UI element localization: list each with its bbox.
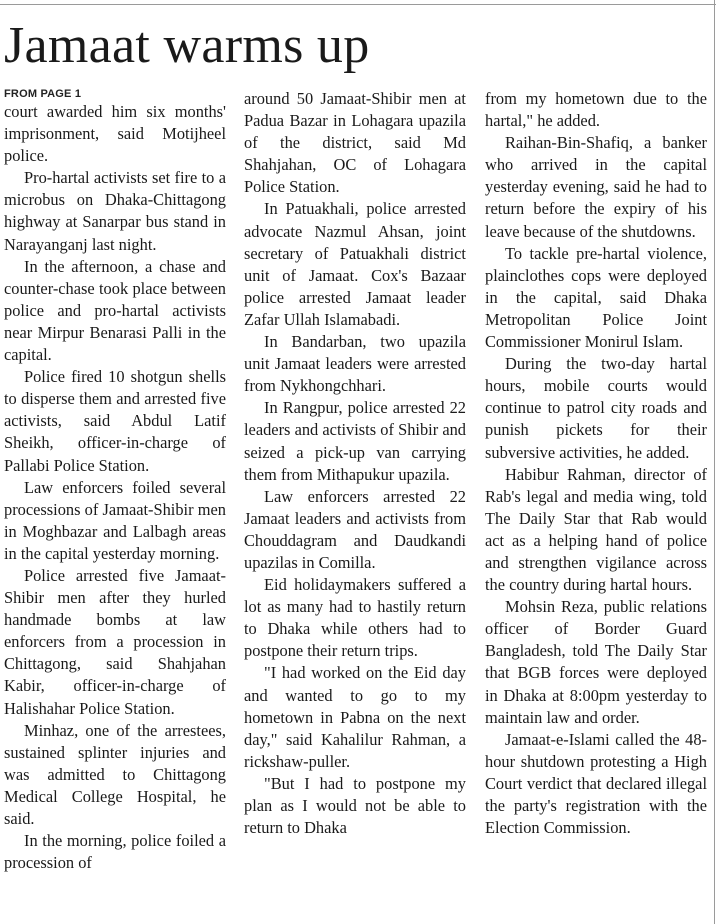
paragraph: Pro-hartal activists set fire to a microbus on Dhaka-Chittagong highway at Sanarpar bus stand in Narayanganj last night.	[4, 168, 226, 254]
paragraph: In the morning, police foiled a procession of	[4, 831, 226, 873]
paragraph: Mohsin Reza, public relations officer of Border Guard Bangladesh, told The Daily Star that BGB forces were deployed in Dhaka at 8:00pm yesterday to maintain law and order.	[485, 597, 707, 727]
paragraph: from my hometown due to the hartal," he added.	[485, 89, 707, 131]
paragraph: "But I had to postpone my plan as I would not be able to return to Dhaka	[244, 773, 466, 838]
paragraph: court awarded him six months' imprisonment, said Motijheel police.	[4, 102, 226, 166]
article-column-3	[485, 88, 707, 839]
continuation-kicker: FROM PAGE 1	[4, 88, 82, 100]
paragraph: Raihan-Bin-Shafiq, a banker who arrived in the capital yesterday evening, said he had to return before the expiry of his leave because of the shutdowns.	[485, 133, 707, 241]
column-border	[714, 0, 715, 924]
article-column-1	[4, 88, 226, 874]
paragraph: In Bandarban, two upazila unit Jamaat leaders were arrested from Nykhongchhari.	[244, 332, 466, 396]
paragraph: Police fired 10 shotgun shells to disperse them and arrested five activists, said Abdul Latif Sheikh, officer-in-charge of Pallabi Police Station.	[4, 367, 226, 475]
paragraph: In the afternoon, a chase and counter-chase took place between police and pro-hartal activists near Mirpur Benarasi Palli in the capital.	[4, 256, 226, 365]
article-column-2	[244, 88, 466, 839]
paragraph: around 50 Jamaat-Shibir men at Padua Bazar in Lohagara upazila of the district, said Md Shahjahan, OC of Lohagara Police Station.	[244, 89, 466, 197]
paragraph: "I had worked on the Eid day and wanted to go to my hometown in Pabna on the next day," said Kahalilur Rahman, a rickshaw-puller.	[244, 663, 466, 771]
paragraph: Law enforcers arrested 22 Jamaat leaders and activists from Chouddagram and Daudkandi upazilas in Comilla.	[244, 486, 466, 572]
top-rule	[0, 4, 716, 5]
paragraph: In Patuakhali, police arrested advocate Nazmul Ahsan, joint secretary of Patuakhali district unit of Jamaat. Cox's Bazaar police arrested Jamaat leader Zafar Ullah Islamabadi.	[244, 199, 466, 329]
paragraph: Law enforcers foiled several processions of Jamaat-Shibir men in Moghbazar and Lalbagh areas in the capital yesterday morning.	[4, 477, 226, 563]
paragraph: Minhaz, one of the arrestees, sustained splinter injuries and was admitted to Chittagong Medical College Hospital, he said.	[4, 720, 226, 828]
paragraph: During the two-day hartal hours, mobile courts would continue to patrol city roads and punish pickets for their subversive activities, he added.	[485, 354, 707, 462]
paragraph: Jamaat-e-Islami called the 48-hour shutdown protesting a High Court verdict that declared illegal the party's registration with the Election Commission.	[485, 729, 707, 838]
paragraph: Eid holidaymakers suffered a lot as many had to hastily return to Dhaka while others had to postpone their return trips.	[244, 575, 466, 661]
paragraph: In Rangpur, police arrested 22 leaders and activists of Shibir and seized a pick-up van carrying them from Mithapukur upazila.	[244, 398, 466, 484]
paragraph: Police arrested five Jamaat-Shibir men after they hurled handmade bombs at law enforcers from a procession in Chittagong, said Shahjahan Kabir, officer-in-charge of Halishahar Police Station.	[4, 565, 226, 718]
paragraph: To tackle pre-hartal violence, plainclothes cops were deployed in the capital, said Dhaka Metropolitan Police Joint Commissioner Monirul Islam.	[485, 243, 707, 352]
headline: Jamaat warms up	[4, 17, 370, 74]
paragraph: Habibur Rahman, director of Rab's legal and media wing, told The Daily Star that Rab would act as a helping hand of police and strengthen vigilance across the country during hartal hours.	[485, 464, 707, 595]
